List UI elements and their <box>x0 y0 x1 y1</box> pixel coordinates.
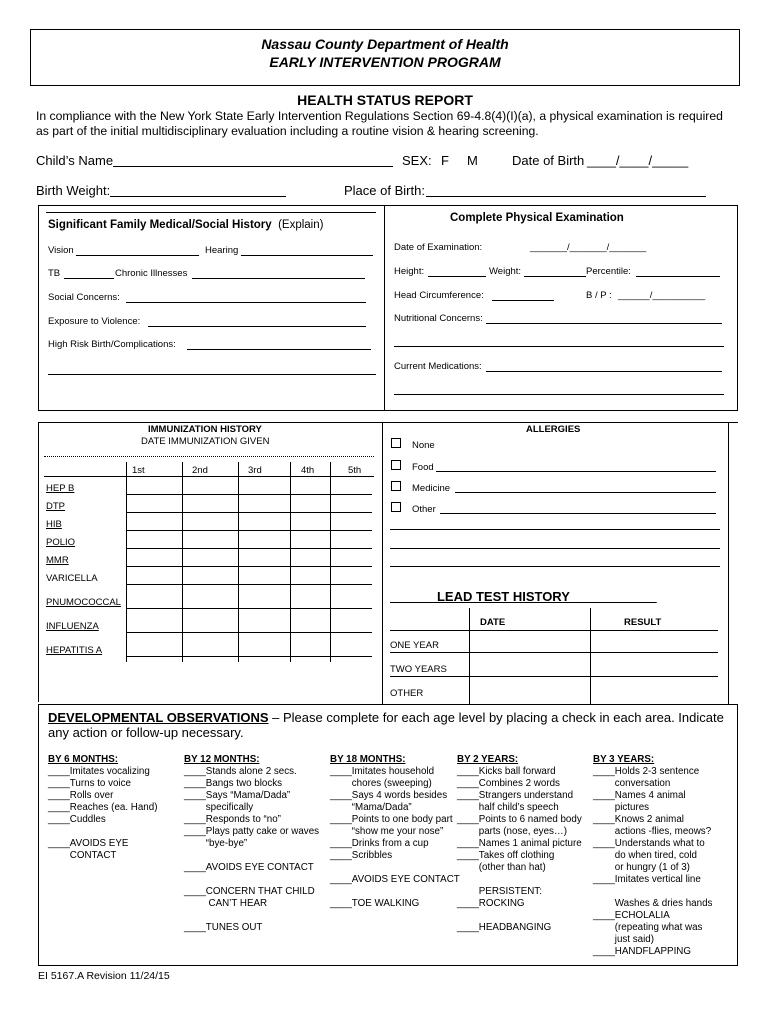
chronic-illnesses-label: Chronic Illnesses <box>115 268 188 279</box>
imm-col-line-5 <box>330 462 331 662</box>
family-history-title-text: Significant Family Medical/Social History <box>48 219 272 231</box>
immunization-header-rule <box>44 456 374 457</box>
violence-label: Exposure to Violence: <box>48 316 141 327</box>
social-concerns-label: Social Concerns: <box>48 292 120 303</box>
form-id: EI 5167.A Revision 11/24/15 <box>38 970 170 982</box>
dob-label: Date of Birth <box>512 153 585 168</box>
bp-field[interactable]: ______/__________ <box>618 290 706 301</box>
vaccine-row-line[interactable] <box>126 512 372 513</box>
immunization-right-border <box>728 422 729 704</box>
imm-col-line-3 <box>238 462 239 662</box>
bp-label: B / P : <box>586 290 612 301</box>
allergy-checkbox[interactable] <box>391 502 401 512</box>
intro-line-1: In compliance with the New York State Early Intervention Regulations Section 69-4.8(4)(I)(a), a physical examination is required <box>36 109 723 123</box>
dev-column-items[interactable]: ____Imitates household chores (sweeping) ____Says 4 words besides “Mama/Dada” ____Points to one body part “show me your nose” ____Drinks from a cup ____Scribbles ____AVOIDS EYE CONTACT ____TOE WALKING <box>330 766 460 909</box>
nutritional-label: Nutritional Concerns: <box>394 313 483 324</box>
vision-label: Vision <box>48 245 74 256</box>
vision-field[interactable] <box>76 255 199 256</box>
history-exam-divider <box>384 205 385 411</box>
family-history-title-note: (Explain) <box>278 219 324 231</box>
vaccine-label: POLIO <box>46 537 76 548</box>
high-risk-label: High Risk Birth/Complications: <box>48 339 176 350</box>
imm-col-header: 1st <box>132 465 145 476</box>
vaccine-label: HIB <box>46 519 62 530</box>
lead-title-text: LEAD TEST HISTORY <box>436 589 570 604</box>
vaccine-row-line[interactable] <box>126 548 372 549</box>
imm-col-line-1 <box>126 462 127 662</box>
vaccine-label: HEPATITIS A <box>46 645 103 656</box>
allergy-detail-field[interactable] <box>455 492 716 493</box>
hearing-label: Hearing <box>205 245 239 256</box>
developmental-header <box>48 710 724 725</box>
weight-field[interactable] <box>524 276 586 277</box>
height-label: Height: <box>394 266 425 277</box>
dev-column-items[interactable]: ____Kicks ball forward ____Combines 2 words ____Strangers understand half child’s speech ____Points to 6 named body parts (nose, eyes…) ____Names 1 animal picture ____Takes off clothing (other than hat) PERSISTENT: ____ROCKING ____HEADBANGING <box>457 766 582 933</box>
percentile-label: Percentile: <box>586 266 631 277</box>
dob-field[interactable]: ____/____/_____ <box>587 153 689 168</box>
developmental-instruction-2: any action or follow-up necessary. <box>48 725 244 740</box>
lead-row-line[interactable] <box>390 676 718 677</box>
lead-date-header: DATE <box>480 617 506 628</box>
allergy-option-label: Medicine <box>412 483 451 494</box>
lead-col-line-2 <box>590 608 591 704</box>
agency-title: Nassau County Department of Health <box>261 36 509 52</box>
lead-row-label: ONE YEAR <box>390 640 439 651</box>
allergy-option-label: Other <box>412 504 436 515</box>
immunization-allergies-box <box>38 422 738 702</box>
lead-title: ___ _LEAD TEST HISTORY____________ <box>390 589 657 604</box>
tb-field[interactable] <box>64 278 114 279</box>
weight-label: Weight: <box>489 266 522 277</box>
nutritional-field[interactable] <box>486 323 722 324</box>
physical-exam-title: Complete Physical Examination <box>450 212 624 224</box>
imm-col-header: 2nd <box>192 465 208 476</box>
imm-col-line-2 <box>182 462 183 662</box>
medications-field[interactable] <box>486 371 722 372</box>
birth-weight-label: Birth Weight: <box>36 183 111 198</box>
head-circumference-field[interactable] <box>492 300 554 301</box>
chronic-illnesses-field[interactable] <box>192 278 365 279</box>
social-concerns-field[interactable] <box>126 302 366 303</box>
percentile-field[interactable] <box>636 276 720 277</box>
developmental-instruction-1: – Please complete for each age level by placing a check in each area. Indicate <box>268 710 724 725</box>
allergy-option-label: Food <box>412 462 434 473</box>
vaccine-row-line[interactable] <box>126 584 372 585</box>
immunization-divider <box>382 422 383 704</box>
exam-date-label: Date of Examination: <box>394 242 483 253</box>
vaccine-row-line[interactable] <box>126 608 372 609</box>
allergy-extra-line-1[interactable] <box>390 529 720 530</box>
dev-column-heading: BY 6 MONTHS: <box>48 754 119 765</box>
child-name-label: Child’s Name <box>36 153 114 168</box>
allergy-checkbox[interactable] <box>391 438 401 448</box>
dev-column-heading: BY 18 MONTHS: <box>330 754 406 765</box>
imm-col-header: 4th <box>301 465 315 476</box>
violence-field[interactable] <box>148 326 366 327</box>
birth-weight-field[interactable] <box>110 196 286 197</box>
place-of-birth-field[interactable] <box>426 196 706 197</box>
report-title: HEALTH STATUS REPORT <box>297 92 473 108</box>
medications-field-2[interactable] <box>394 394 724 395</box>
allergy-extra-line-2[interactable] <box>390 548 720 549</box>
vaccine-label: DTP <box>46 501 65 512</box>
dev-column-heading: BY 2 YEARS: <box>457 754 519 765</box>
sex-f-option[interactable]: F <box>441 153 449 168</box>
child-name-field[interactable] <box>113 166 393 167</box>
high-risk-field-2[interactable] <box>48 374 376 375</box>
imm-col-header: 5th <box>348 465 362 476</box>
imm-col-header-rule <box>44 476 374 477</box>
program-title: EARLY INTERVENTION PROGRAM <box>269 54 501 70</box>
vaccine-label: MMR <box>46 555 69 566</box>
vaccine-row-line[interactable] <box>126 566 372 567</box>
imm-col-header: 3rd <box>248 465 262 476</box>
high-risk-field[interactable] <box>187 349 371 350</box>
hearing-field[interactable] <box>241 255 373 256</box>
allergy-detail-field[interactable] <box>440 513 716 514</box>
history-exam-box <box>38 205 738 411</box>
dev-column-items[interactable]: ____Holds 2-3 sentence conversation ____Names 4 animal pictures ____Knows 2 animal actions -flies, meows? ____Understands what to do when tired, cold or hungry (1 of 3) ____Imitates vertical line Washes & dries hands ____ECHOLALIA (repeating what was just said) ____HANDFLAPPING <box>593 766 713 957</box>
dev-column-heading: BY 12 MONTHS: <box>184 754 260 765</box>
allergy-detail-field[interactable] <box>436 471 716 472</box>
vaccine-row-line[interactable] <box>126 494 372 495</box>
lead-row-label: TWO YEARS <box>390 664 447 675</box>
allergy-extra-line-3[interactable] <box>390 566 720 567</box>
allergies-title: ALLERGIES <box>526 424 581 435</box>
sex-m-option[interactable]: M <box>467 153 478 168</box>
nutritional-field-2[interactable] <box>394 346 724 347</box>
medications-label: Current Medications: <box>394 361 482 372</box>
family-history-title <box>48 219 323 231</box>
vaccine-row-line[interactable] <box>126 656 372 657</box>
developmental-title: DEVELOPMENTAL OBSERVATIONS <box>48 710 269 725</box>
dev-column-heading: BY 3 YEARS: <box>593 754 655 765</box>
lead-row-label: OTHER <box>390 688 424 699</box>
vaccine-label: HEP B <box>46 483 75 494</box>
lead-result-header: RESULT <box>624 617 662 628</box>
lead-col-line-1 <box>469 608 470 704</box>
imm-col-line-4 <box>290 462 291 662</box>
lead-row-line[interactable] <box>390 652 718 653</box>
lead-header-rule <box>390 630 718 631</box>
immunization-title: IMMUNIZATION HISTORY <box>148 424 262 435</box>
vaccine-row-line[interactable] <box>126 530 372 531</box>
head-circumference-label: Head Circumference: <box>394 290 484 301</box>
intro-line-2: as part of the initial multidisciplinary evaluation including a routine vision & hearing screening. <box>36 124 539 138</box>
allergy-option-label: None <box>412 440 435 451</box>
dev-column-items[interactable]: ____Imitates vocalizing ____Turns to voice ____Rolls over ____Reaches (ea. Hand) ____Cuddles ____AVOIDS EYE CONTACT <box>48 766 158 861</box>
place-of-birth-label: Place of Birth: <box>344 183 425 198</box>
tb-label: TB <box>48 268 61 279</box>
sex-label: SEX: <box>402 153 432 168</box>
exam-date-field[interactable]: _______/_______/_______ <box>530 242 647 253</box>
allergy-checkbox[interactable] <box>391 481 401 491</box>
immunization-subtitle: DATE IMMUNIZATION GIVEN <box>141 436 270 447</box>
vaccine-row-line[interactable] <box>126 632 372 633</box>
dev-column-items[interactable]: ____Stands alone 2 secs. ____Bangs two blocks ____Says “Mama/Dada” specifically ____Responds to “no” ____Plays patty cake or waves “bye-bye” ____AVOIDS EYE CONTACT ____CONCERN THAT CHILD CAN’T HEAR ____TUNES OUT <box>184 766 320 933</box>
vaccine-label: VARICELLA <box>46 573 98 584</box>
history-top-rule <box>46 212 376 213</box>
vaccine-label: INFLUENZA <box>46 621 99 632</box>
vaccine-label: PNUMOCOCCAL <box>46 597 121 608</box>
allergy-checkbox[interactable] <box>391 460 401 470</box>
height-field[interactable] <box>428 276 486 277</box>
